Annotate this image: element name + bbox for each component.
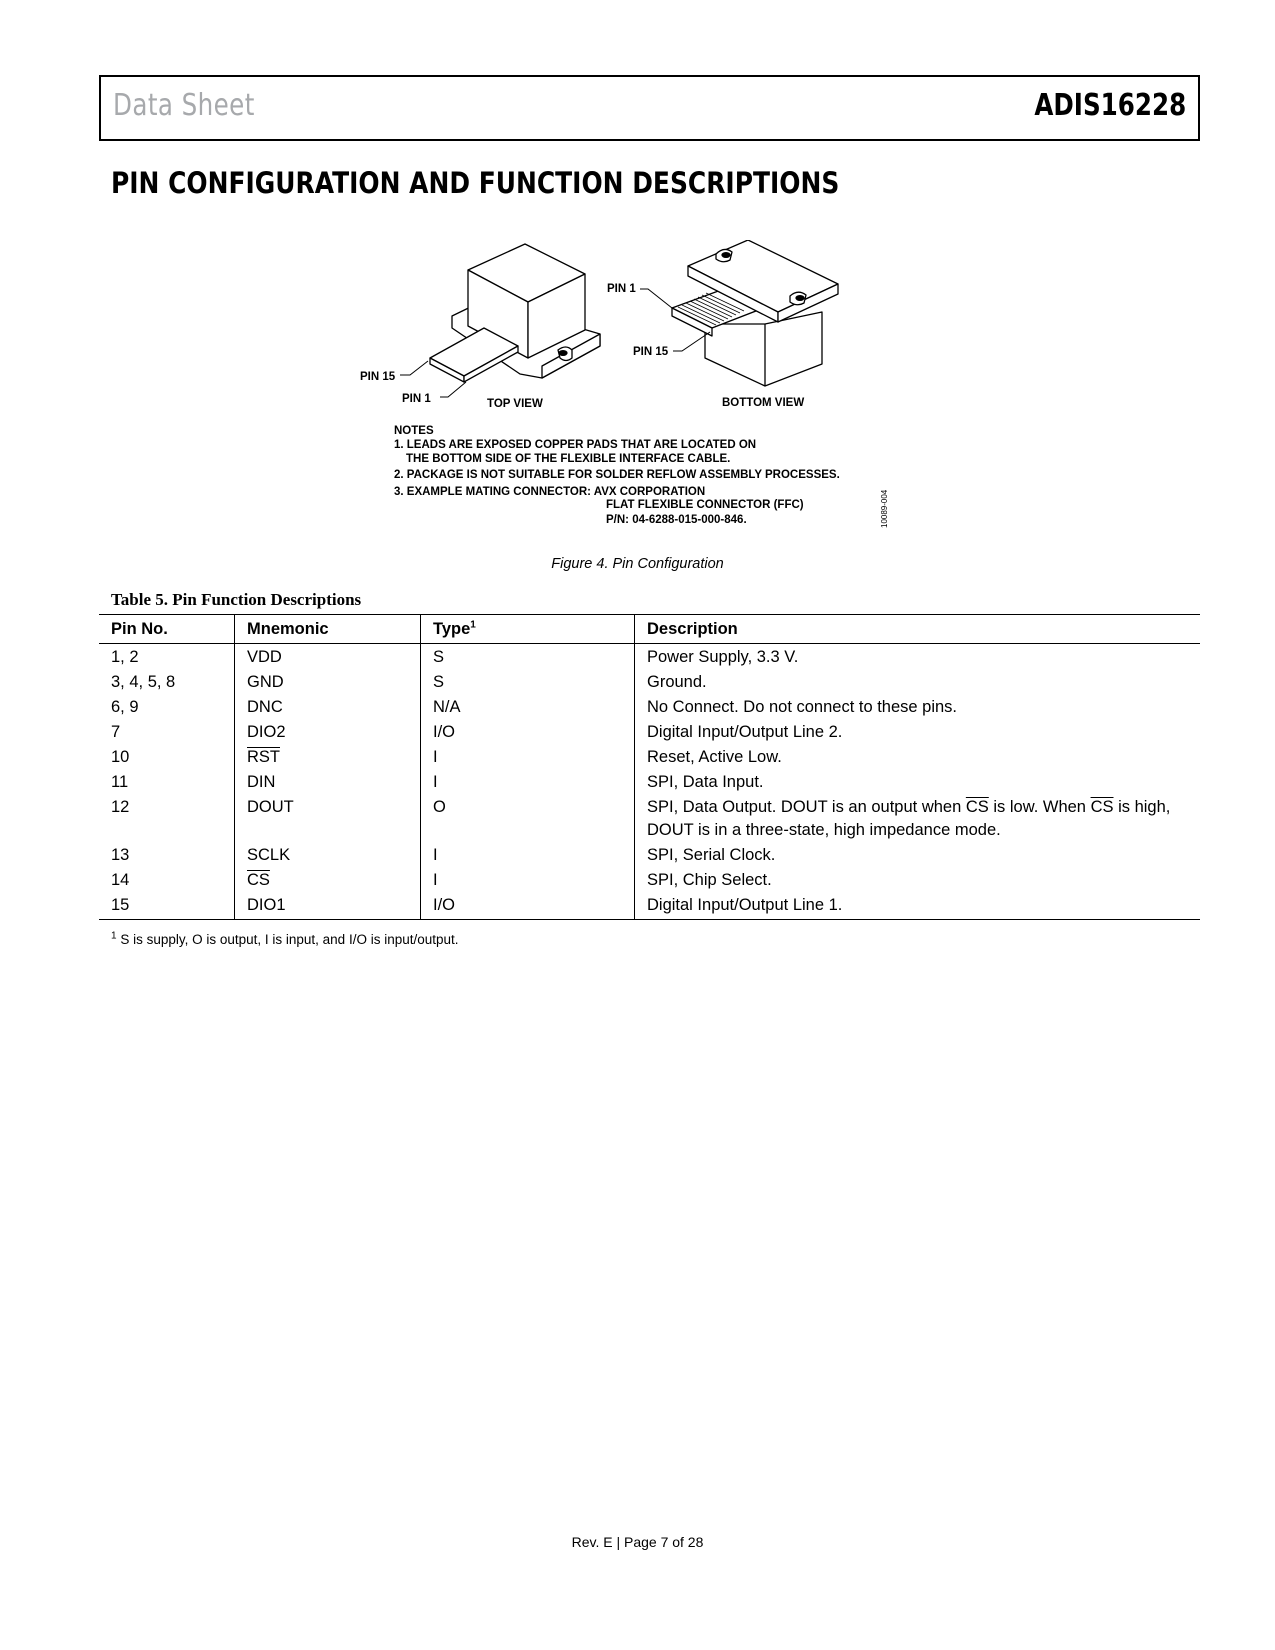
type-cell: I (421, 842, 635, 867)
type-cell: I (421, 769, 635, 794)
description-cell: SPI, Data Input. (635, 769, 1201, 794)
pin-cell: 11 (111, 773, 129, 791)
table-row (99, 867, 1200, 892)
pin-cell: 10 (111, 748, 130, 766)
note-line: 1. LEADS ARE EXPOSED COPPER PADS THAT ARE LOCATED ON (394, 439, 757, 451)
note-line: P/N: 04-6288-015-000-846. (606, 514, 747, 526)
mnemonic-cell: VDD (235, 644, 421, 670)
notes-heading: NOTES (394, 425, 434, 437)
bottom-view-label: BOTTOM VIEW (722, 397, 805, 409)
table-row (99, 694, 1200, 719)
top-view-label: TOP VIEW (487, 398, 543, 410)
top-view-pin15-label: PIN 15 (360, 371, 396, 383)
mnemonic-cell (235, 744, 421, 769)
type-cell: I/O (421, 719, 635, 744)
mnemonic-cell: DIO1 (235, 892, 421, 920)
pin-cell: 1, 2 (111, 648, 139, 666)
figure-caption: Figure 4. Pin Configuration (551, 556, 724, 572)
mnemonic-cell: DOUT (235, 794, 421, 842)
mnemonic-overbar-text: $\overline{RST}$ (247, 748, 280, 766)
type-cell: I/O (421, 892, 635, 920)
pin-function-table (99, 614, 1200, 920)
note-line: FLAT FLEXIBLE CONNECTOR (FFC) (606, 499, 804, 511)
mnemonic-cell: GND (235, 669, 421, 694)
bottom-view-pin15-label: PIN 15 (633, 346, 669, 358)
header-part-number: ADIS16228 (1034, 88, 1186, 123)
description-cell: Reset, Active Low. (635, 744, 1201, 769)
bottom-view-pin1-label: PIN 1 (607, 283, 636, 295)
pin-cell: 6, 9 (111, 698, 139, 716)
top-view-pin1-label: PIN 1 (402, 393, 431, 405)
description-cell: Digital Input/Output Line 1. (635, 892, 1201, 920)
description-cell: Ground. (635, 669, 1201, 694)
pin-configuration-figure (360, 240, 900, 540)
mnemonic-cell: DIO2 (235, 719, 421, 744)
mnemonic-cell (235, 867, 421, 892)
mnemonic-cell: SCLK (235, 842, 421, 867)
type-cell: N/A (421, 694, 635, 719)
description-cell: SPI, Chip Select. (635, 867, 1201, 892)
mnemonic-cell: DNC (235, 694, 421, 719)
table-title: Table 5. Pin Function Descriptions (111, 590, 362, 609)
pin-cell: 14 (111, 871, 130, 889)
pin-cell: 13 (111, 846, 130, 864)
pin-cell: 3, 4, 5, 8 (111, 673, 176, 691)
header-mnemonic: Mnemonic (235, 615, 421, 644)
header-type: Type$^1$ (421, 615, 635, 644)
pin-cell: 15 (99, 892, 235, 920)
page-footer: Rev. E | Page 7 of 28 (571, 1534, 704, 1550)
note-line: 2. PACKAGE IS NOT SUITABLE FOR SOLDER REFLOW ASSEMBLY PROCESSES. (394, 469, 840, 481)
table-row (99, 769, 1200, 794)
note-line: THE BOTTOM SIDE OF THE FLEXIBLE INTERFACE CABLE. (406, 453, 731, 465)
top-view-package-drawing (430, 244, 600, 382)
table-row (99, 719, 1200, 744)
section-title: PIN CONFIGURATION AND FUNCTION DESCRIPTIONS (111, 166, 840, 200)
pin-cell: 12 (111, 798, 130, 816)
type-cell: I (421, 867, 635, 892)
type-cell: S (421, 644, 635, 670)
note-line: 3. EXAMPLE MATING CONNECTOR: AVX CORPORATION (394, 486, 706, 498)
header-doc-type: Data Sheet (113, 88, 255, 123)
description-cell: SPI, Data Output. DOUT is an output when $\overline{CS}$ is low. When $\overline{CS}$ is high, DOUT is in a three-state, high impedance mode. (635, 794, 1201, 842)
table-row (99, 842, 1200, 867)
description-cell: No Connect. Do not connect to these pins. (635, 694, 1201, 719)
description-cell: SPI, Serial Clock. (635, 842, 1201, 867)
figure-id: 10089-004 (880, 489, 889, 528)
table-row (99, 644, 1200, 670)
table-row (99, 892, 1200, 920)
mnemonic-overbar-text: $\overline{CS}$ (247, 871, 270, 889)
description-cell: Digital Input/Output Line 2. (635, 719, 1201, 744)
page-header (99, 75, 1200, 141)
table-footnote: $^1$ S is supply, O is output, I is input, and I/O is input/output. (111, 930, 459, 947)
header-description: Description (635, 615, 1201, 644)
bottom-view-package-drawing (672, 240, 838, 386)
table-row (99, 794, 1200, 842)
table-row (99, 669, 1200, 694)
header-pin-no: Pin No. (99, 615, 235, 644)
type-cell: I (421, 744, 635, 769)
type-cell: O (421, 794, 635, 842)
pin-cell: 7 (111, 723, 121, 741)
table-header-row (99, 615, 1200, 644)
description-cell: Power Supply, 3.3 V. (635, 644, 1201, 670)
table-row (99, 744, 1200, 769)
type-cell: S (421, 669, 635, 694)
mnemonic-cell: DIN (235, 769, 421, 794)
